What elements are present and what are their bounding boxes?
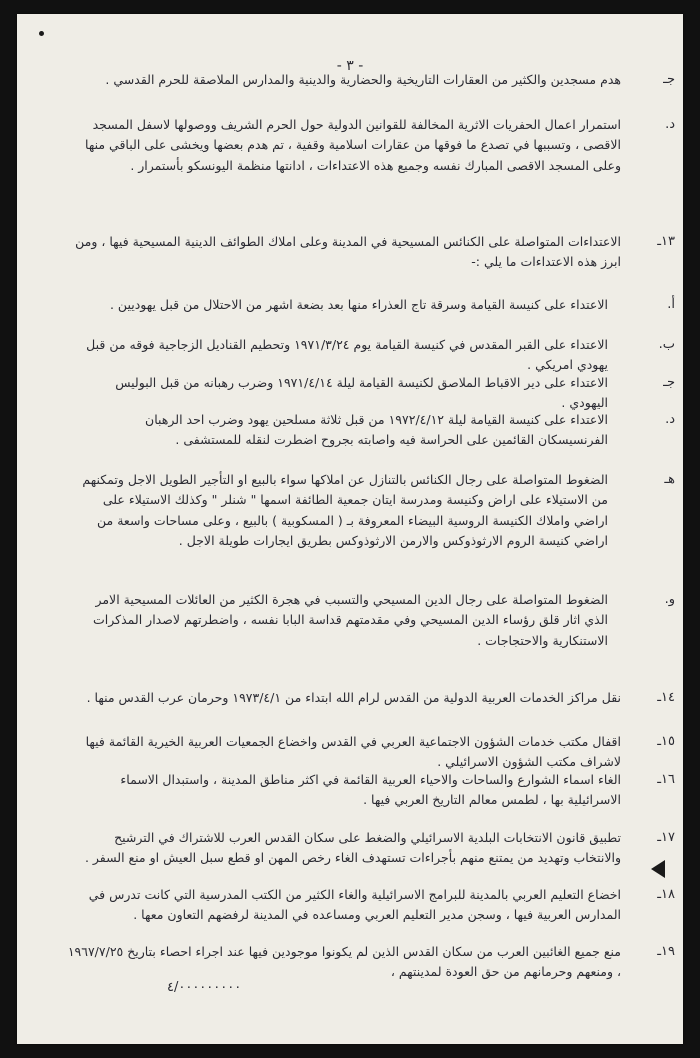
numbered-marker: ١٤ـ bbox=[657, 690, 675, 705]
numbered-text: نقل مراكز الخدمات العربية الدولية من القدس لرام الله ابتداء من ١٩٧٣/٤/١ وحرمان عرب القدس منها . bbox=[86, 690, 621, 705]
subsections-text: الاعتداء على كنيسة القيامة وسرقة تاج العذراء منها بعد بضعة اشهر من الاحتلال من قبل يهوديين . bbox=[109, 297, 608, 312]
numbered-text: الغاء اسماء الشوارع والساحات والاحياء العربية القائمة في اكثر مناطق المدينة ، واستبدال الاسماء الاسرائيلية بها ، لطمس معالم التاريخ العربي فيها . bbox=[120, 772, 621, 808]
document-page bbox=[17, 14, 683, 1044]
subsections-text: الاعتداء على كنيسة القيامة ليلة ١٩٧٢/٤/١٢ من قبل ثلاثة مسلحين يهود وضرب احد الرهبان الفرنسيسكان القائمين على الحراسة فيه واصابته بجروح اضطرت لنقله للمستشفى . bbox=[145, 412, 608, 448]
sections-marker: ١٣ـ bbox=[657, 234, 675, 249]
subsections-marker: د. bbox=[665, 412, 675, 427]
numbered-text: منع جميع الغائبين العرب من سكان القدس الذين لم يكونوا موجودين فيها عند اجراء احصاء بتاريخ ١٩٦٧/٧/٢٥ ، ومنعهم وحرمانهم من حق العودة لمدينتهم ، bbox=[67, 944, 621, 980]
subsections-marker: ب. bbox=[658, 337, 675, 352]
subsections-marker: أ. bbox=[667, 297, 675, 312]
subsections-text: الضغوط المتواصلة على رجال الكنائس بالتنازل عن املاكها سواء بالبيع او التأجير الطويل الاجل وتمكنهم من الاستيلاء على اراض وكنيسة ومدرسة ايتان جمعية الطائفة اسمها " شنلر " وكذلك الاستيلاء على اراضي واملاك الكنيسة الروسية البيضاء المعروفة بـ ( المسكوبية ) بالبيع ، وعلى مساحات واسعة من اراضي كنيسة الروم الارثوذوكس والارمن الارثوذوكس بطريق ايجارات طويلة الاجل . bbox=[82, 472, 608, 548]
punch-hole-mark bbox=[39, 31, 44, 36]
numbered-text: اقفال مكتب خدمات الشؤون الاجتماعية العربي في القدس واخضاع الجمعيات العربية الخيرية القائمة فيها لاشراف مكتب الشؤون الاسرائيلي . bbox=[85, 734, 621, 770]
numbered-marker: ١٩ـ bbox=[657, 944, 675, 959]
sections-marker: د. bbox=[665, 117, 675, 132]
subsections-marker: جـ bbox=[663, 375, 675, 390]
numbered-text: اخضاع التعليم العربي بالمدينة للبرامج الاسرائيلية والغاء الكثير من الكتب المدرسية التي كانت تدرس في المدارس العربية فيها ، وسجن مدير التعليم العربي ومساعده في المدينة لرفضهم التعاون معها . bbox=[88, 887, 621, 923]
sections-text: هدم مسجدين والكثير من العقارات التاريخية والحضارية والدينية والمدارس الملاصقة للحرم القدسي . bbox=[105, 72, 621, 87]
footer-mark: ٤/٠٠٠٠٠٠٠٠٠ bbox=[167, 980, 242, 995]
numbered-marker: ١٧ـ bbox=[657, 830, 675, 845]
numbered-text: تطبيق قانون الانتخابات البلدية الاسرائيلي والضغط على سكان القدس العرب للاشتراك في الترشيح والانتخاب وتهديد من يمتنع منهم بأجراءات تستهدف الغاء رخص المهن او قطع سبل العيش او منع السفر . bbox=[84, 830, 621, 866]
arrow-mark-icon bbox=[651, 860, 665, 878]
page-number: - ٣ - bbox=[336, 58, 364, 74]
sections-text: الاعتداءات المتواصلة على الكنائس المسيحية في المدينة وعلى املاك الطوائف الدينية المسيحية فيها ، ومن ابرز هذه الاعتداءات ما يلي :- bbox=[75, 234, 621, 270]
sections-text: استمرار اعمال الحفريات الاثرية المخالفة للقوانين الدولية حول الحرم الشريف ووصولها لاسفل المسجد الاقصى ، وتسببها في تصدع ما فوقها من عقارات اسلامية وقفية ، تم هدم بعضها ويخشى على الباقي منها وعلى المسجد الاقصى المبارك نفسه وجميع هذه الاعتداءات ، ادانتها منظمة اليونسكو بأستمرار . bbox=[85, 117, 621, 173]
subsections-marker: هـ bbox=[664, 472, 675, 487]
sections-marker: جـ bbox=[663, 72, 675, 87]
numbered-marker: ١٦ـ bbox=[657, 772, 675, 787]
subsections-marker: و. bbox=[664, 592, 675, 607]
subsections-text: الاعتداء على القبر المقدس في كنيسة القيامة يوم ١٩٧١/٣/٢٤ وتحطيم القناديل الزجاجية فوقه من قبل يهودي امريكي . bbox=[86, 337, 608, 373]
subsections-text: الضغوط المتواصلة على رجال الدين المسيحي والتسبب في هجرة الكثير من العائلات المسيحية الامر الذي اثار قلق رؤساء الدين المسيحي وفي مقدمتهم قداسة البابا نفسه ، واضطرتهم لاصدار المذكرات الاستنكارية والاحتجاجات . bbox=[93, 592, 608, 648]
numbered-marker: ١٨ـ bbox=[657, 887, 675, 902]
numbered-marker: ١٥ـ bbox=[657, 734, 675, 749]
subsections-text: الاعتداء على دير الاقباط الملاصق لكنيسة القيامة ليلة ١٩٧١/٤/١٤ وضرب رهبانه من قبل البوليس اليهودي . bbox=[115, 375, 608, 411]
